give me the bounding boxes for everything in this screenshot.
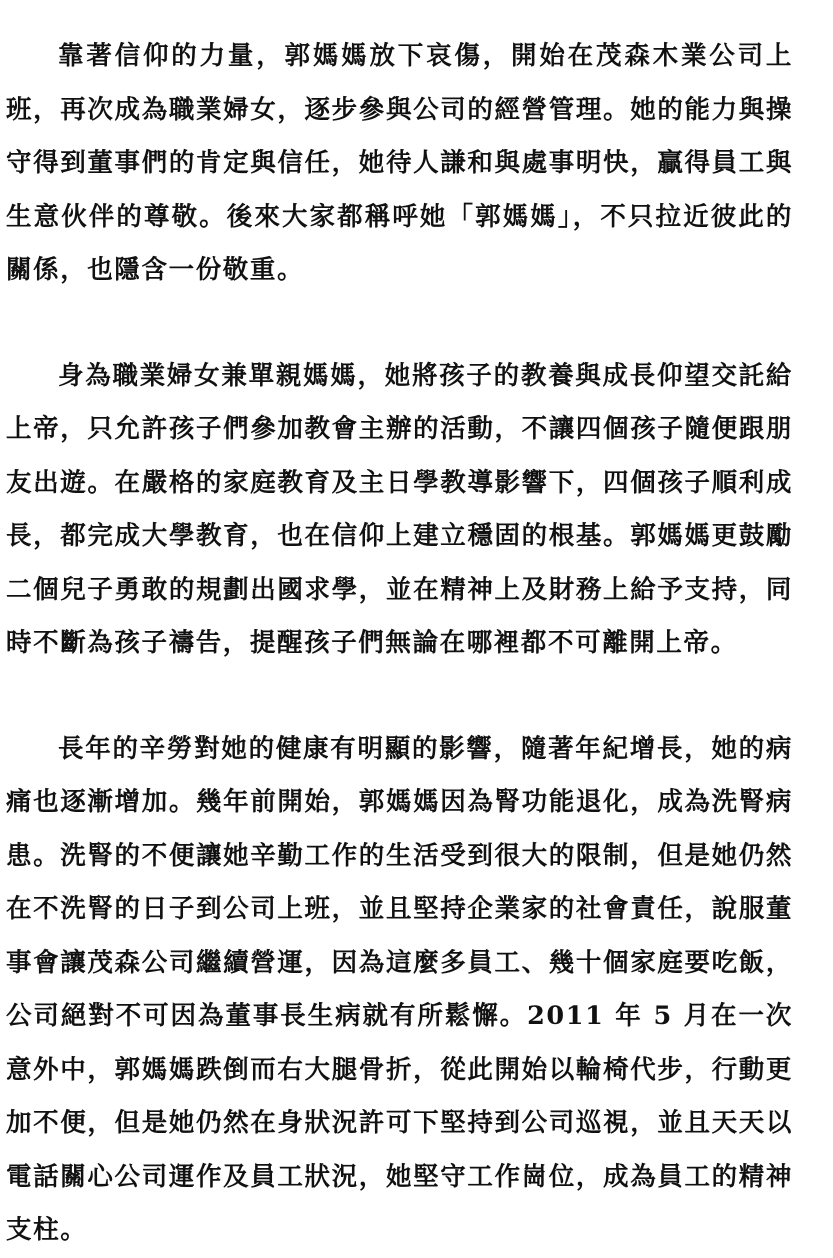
paragraph-health: 長年的辛勞對她的健康有明顯的影響，隨著年紀增長，她的病痛也逐漸增加。幾年前開始，郭媽媽因為腎功能退化，成為洗腎病患。洗腎的不便讓她辛勤工作的生活受到很大的限制，但是她仍然在不洗腎的日子到公司上班，並且堅持企業家的社會責任，說服董事會讓茂森公司繼續營運，因為這麼多員工、幾十個家庭要吃飯，公司絕對不可因為董事長生病就有所鬆懈。2011 年 5 月在一次意外中，郭媽媽跌倒而右大腿骨折，從此開始以輪椅代步，行動更加不便，但是她仍然在身狀況許可下堅持到公司巡視，並且天天以電話關心公司運作及員工狀況，她堅守工作崗位，成為員工的精神支柱。 [6, 733, 793, 1245]
paragraph-faith: 靠著信仰的力量，郭媽媽放下哀傷，開始在茂森木業公司上班，再次成為職業婦女，逐步參與公司的經營管理。她的能力與操守得到董事們的肯定與信任，她待人謙和與處事明快，贏得員工與生意伙伴的尊敬。後來大家都稱呼她「郭媽媽」，不只拉近彼此的關係，也隱含一份敬重。 [6, 41, 793, 285]
paragraph-single-mother: 身為職業婦女兼單親媽媽，她將孩子的教養與成長仰望交託給上帝，只允許孩子們參加教會主辦的活動，不讓四個孩子隨便跟朋友出遊。在嚴格的家庭教育及主日學教導影響下，四個孩子順利成長，都完成大學教育，也在信仰上建立穩固的根基。郭媽媽更鼓勵二個兒子勇敢的規劃出國求學，並在精神上及財務上給予支持，同時不斷為孩子禱告，提醒孩子們無論在哪裡都不可離開上帝。 [6, 360, 793, 658]
